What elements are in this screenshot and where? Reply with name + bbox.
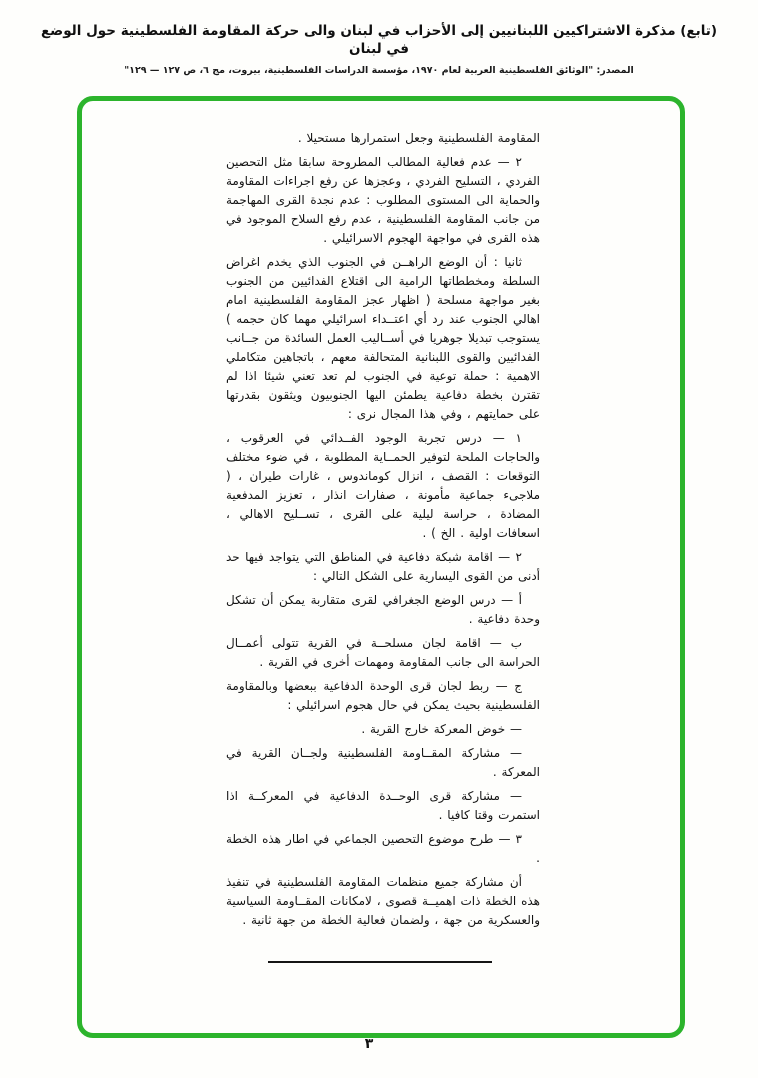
content-border-frame <box>77 96 685 1038</box>
divider-line <box>268 961 492 963</box>
paragraph: ٢ — اقامة شبكة دفاعية في المناطق التي يتواجد فيها حد أدنى من القوى اليسارية على الشكل التالي : <box>226 550 540 583</box>
paragraph: أن مشاركة جميع منظمات المقاومة الفلسطينية في تنفيذ هذه الخطة ذات اهميــة قصوى ، لامكانات المقــاومة السياسية والعسكرية من جهة ، ولضمان فعالية الخطة من جهة ثانية . <box>226 875 540 927</box>
page-header <box>30 22 728 76</box>
paragraph: ٣ — طرح موضوع التحصين الجماعي في اطار هذه الخطة . <box>226 832 540 865</box>
paragraph: ٢ — عدم فعالية المطالب المطروحة سابقا مثل التحصين الفردي ، التسليح الفردي ، وعجزها عن رفع اجراءات المقاومة والحماية الى المستوى المطلوب : عدم نجدة القرى المهاجمة من جانب المقاومة الفلسطينية ، عدم رفع السلاح الموجود في هذه القرى في مواجهة الهجوم الاسرائيلي . <box>226 155 540 245</box>
document-title: (تابع) مذكرة الاشتراكيين اللبنانيين إلى الأحزاب في لبنان والى حركة المقاومة الفلسطينية حول الوضع في لبنان <box>40 23 718 57</box>
paragraph: ثانيا : أن الوضع الراهــن في الجنوب الذي يخدم اغراض السلطة ومخططاتها الرامية الى اقتلاع الفدائيين من الجنوب بغير مواجهة مسلحة ( اظهار عجز المقاومة الفلسطينية امام اهالي الجنوب عند رد أي اعتــداء اسرائيلي مهما كان حجمه ) يستوجب تبديلا جوهريا في أســاليب العمل السائدة من جــانب الفدائيين والقوى اللبنانية المتحالفة معهم ، باتجاهين متكاملي الاهمية : حملة توعية في الجنوب لم تعد تعني شيئا اذا لم تقترن بخطة دفاعية يطمئن اليها الجنوبيون ويثقون بقدرتها على حمايتهم ، وفي هذا المجال نرى : <box>226 255 540 421</box>
paragraph: — مشاركة قرى الوحــدة الدفاعية في المعركــة اذا استمرت وقتا كافيا . <box>226 789 540 822</box>
paragraph: ج — ربط لجان قرى الوحدة الدفاعية ببعضها وبالمقاومة الفلسطينية بحيث يمكن في حال هجوم اسرائيلي : <box>226 679 540 712</box>
page-number: ٣ <box>364 1036 374 1052</box>
paragraph: — خوض المعركة خارج القرية . <box>361 722 522 736</box>
paragraph: ب — اقامة لجان مسلحــة في القرية تتولى أعمــال الحراسة الى جانب المقاومة ومهمات أخرى في القرية . <box>226 636 540 669</box>
paragraph: أ — درس الوضع الجغرافي لقرى متقاربة يمكن أن تشكل وحدة دفاعية . <box>226 593 540 626</box>
paragraph: ١ — درس تجربة الوجود الفــدائي في العرقوب ، والحاجات الملحة لتوفير الحمــاية المطلوبة ، في ضوء مختلف التوقعات : القصف ، انزال كوماندوس ، غارات طيران ، ( ملاجىء جماعية مأمونة ، صفارات انذار ، تعزيز المدفعية المضادة ، حراسة ليلية على القرى ، تســليح الاهالي ، اسعافات اولية . الخ ) . <box>226 431 540 540</box>
paragraph: المقاومة الفلسطينية وجعل استمرارها مستحيلا . <box>297 131 540 145</box>
source-line: المصدر: "الوثائق الفلسطينية العربية لعام ١٩٧٠، مؤسسة الدراسات الفلسطينية، بيروت، مج ٦، ص ١٢٧ — ١٢٩" <box>124 65 634 76</box>
body-text-column <box>226 129 540 935</box>
paragraph: — مشاركة المقــاومة الفلسطينية ولجــان القرية في المعركة . <box>226 746 540 779</box>
